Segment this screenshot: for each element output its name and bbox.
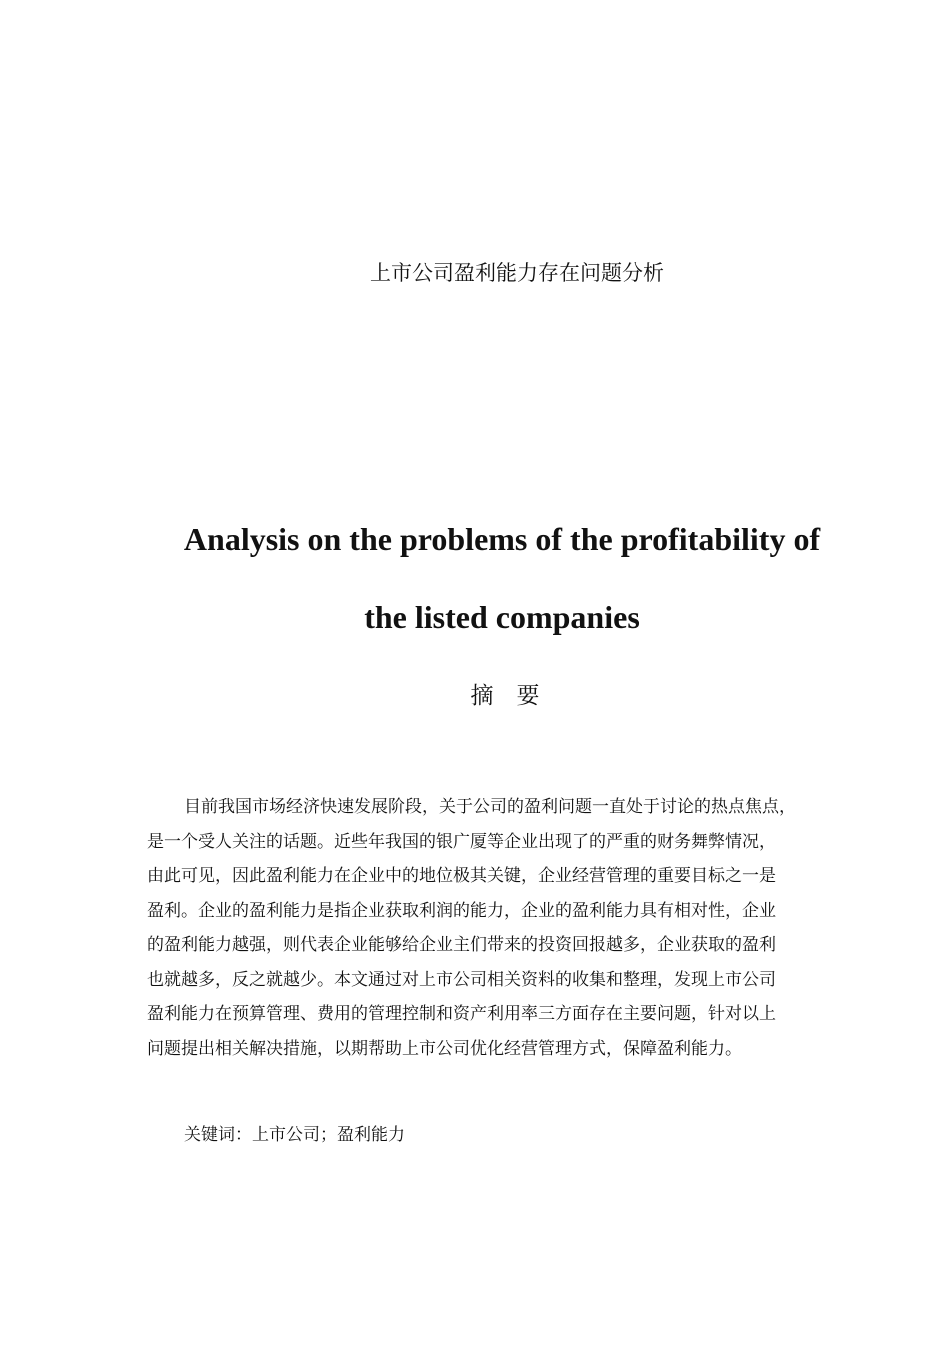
english-title-line-2: the listed companies bbox=[364, 599, 640, 635]
abstract-line: 问题提出相关解决措施，以期帮助上市公司优化经营管理方式，保障盈利能力。 bbox=[147, 1038, 742, 1059]
english-title-line-1: Analysis on the problems of the profitability of bbox=[183, 521, 821, 557]
abstract-line: 盈利能力在预算管理、费用的管理控制和资产利用率三方面存在主要问题，针对以上 bbox=[147, 1004, 776, 1024]
english-title bbox=[120, 500, 884, 656]
abstract-line: 盈利。企业的盈利能力是指企业获取利润的能力，企业的盈利能力具有相对性，企业 bbox=[147, 900, 776, 921]
keywords bbox=[184, 1118, 405, 1152]
keywords-label: 关键词： bbox=[184, 1125, 252, 1145]
abstract-heading: 摘 要 bbox=[470, 683, 540, 709]
abstract-body bbox=[147, 790, 862, 1066]
abstract-line: 是一个受人关注的话题。近些年我国的银广厦等企业出现了的严重的财务舞弊情况， bbox=[147, 831, 776, 852]
abstract-line: 由此可见，因此盈利能力在企业中的地位极其关键，企业经营管理的重要目标之一是 bbox=[147, 866, 776, 886]
abstract-line: 目前我国市场经济快速发展阶段，关于公司的盈利问题一直处于讨论的热点焦点， bbox=[184, 797, 796, 817]
keywords-value: 上市公司；盈利能力 bbox=[252, 1125, 405, 1145]
chinese-title: 上市公司盈利能力存在问题分析 bbox=[370, 261, 664, 285]
abstract-line: 也就越多，反之就越少。本文通过对上市公司相关资料的收集和整理，发现上市公司 bbox=[147, 969, 776, 990]
abstract-line: 的盈利能力越强，则代表企业能够给企业主们带来的投资回报越多，企业获取的盈利 bbox=[147, 935, 776, 955]
